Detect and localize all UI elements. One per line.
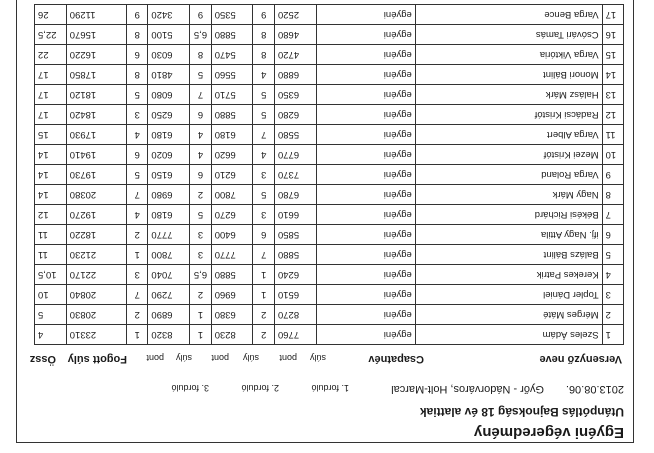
team-name: egyéni [316,265,415,285]
round-3-weight: 6180 [148,125,190,145]
round-2-point: 2 [190,285,211,305]
round-3-point: 4 [126,205,147,225]
round-1-weight: 5880 [274,245,316,265]
team-name: egyéni [316,85,415,105]
caught-weight: 18420 [66,105,126,125]
round-3-point: 3 [126,105,147,125]
round-1-label: 1. forduló [311,383,349,393]
round-1-point: 2 [253,305,274,325]
round-1-point: 4 [253,65,274,85]
results-table [34,4,624,345]
row-number: 6 [602,225,623,245]
round-1-point: 1 [253,285,274,305]
row-number: 9 [602,165,623,185]
caught-weight: 17850 [66,65,126,85]
team-name: egyéni [316,285,415,305]
table-row [35,85,624,105]
team-name: egyéni [316,205,415,225]
round-2-label: 2. forduló [241,383,279,393]
caught-weight: 21230 [66,245,126,265]
competitor-name: Monori Bálint [415,65,602,85]
total-points: 4 [35,325,67,345]
document-title: Egyéni végeredmény [473,424,624,441]
team-name: egyéni [316,145,415,165]
round-3-point: 8 [126,65,147,85]
round-1-point: 8 [253,45,274,65]
total-points: 22 [35,45,67,65]
round-2-point: 2 [190,185,211,205]
round-2-weight: 6210 [211,165,253,185]
team-name: egyéni [316,45,415,65]
competitor-name: Kerekes Patrik [415,265,602,285]
round-1-weight: 7760 [274,325,316,345]
table-row [35,285,624,305]
row-number: 7 [602,205,623,225]
competitor-name: Balázs Bálint [415,245,602,265]
caught-weight: 15670 [66,25,126,45]
table-row [35,265,624,285]
round-3-weight: 7800 [148,245,190,265]
round-1-weight: 6280 [274,105,316,125]
round-2-point: 8 [190,45,211,65]
round-2-weight: 6270 [211,205,253,225]
round-2-point: 3 [190,245,211,265]
round-2-weight: 5880 [211,25,253,45]
round-3-weight: 4810 [148,65,190,85]
round-3-weight: 6890 [148,305,190,325]
total-points: 12 [35,205,67,225]
round-3-point: 7 [126,185,147,205]
caught-weight: 18120 [66,85,126,105]
total-points: 5 [35,305,67,325]
caught-weight: 22170 [66,265,126,285]
competitor-name: Mezei Kristóf [415,145,602,165]
header-point-2: pont [211,353,229,363]
results-table-body [35,5,624,345]
round-2-weight: 5560 [211,65,253,85]
caught-weight: 19410 [66,145,126,165]
caught-weight: 19730 [66,165,126,185]
total-points: 15 [35,125,67,145]
row-number: 8 [602,185,623,205]
total-points: 10 [35,285,67,305]
header-point-1: pont [279,353,297,363]
team-name: egyéni [316,185,415,205]
round-3-point: 3 [126,265,147,285]
row-number: 11 [602,125,623,145]
competitor-name: Nagy Márk [415,185,602,205]
round-1-point: 6 [253,225,274,245]
table-row [35,305,624,325]
row-number: 5 [602,245,623,265]
round-2-point: 1 [190,325,211,345]
round-1-weight: 2520 [274,5,316,25]
header-weight-3: súly [175,353,192,363]
team-name: egyéni [316,325,415,345]
round-3-weight: 3420 [148,5,190,25]
round-3-point: 2 [126,305,147,325]
round-1-point: 4 [253,145,274,165]
round-3-weight: 7040 [148,265,190,285]
event-date: 2013.08.06. [565,383,624,395]
competitor-name: Csóvári Tamás [415,25,602,45]
competitor-name: Varga Roland [415,165,602,185]
row-number: 10 [602,145,623,165]
total-points: 14 [35,165,67,185]
round-2-point: 3 [190,225,211,245]
team-name: egyéni [316,25,415,45]
team-name: egyéni [316,125,415,145]
round-1-weight: 6240 [274,265,316,285]
round-3-weight: 6180 [148,205,190,225]
round-3-weight: 6150 [148,165,190,185]
table-row [35,105,624,125]
round-2-point: 4 [190,145,211,165]
round-2-point: 6,5 [190,25,211,45]
round-1-weight: 6770 [274,145,316,165]
caught-weight: 20380 [66,185,126,205]
total-points: 26 [35,5,67,25]
round-2-point: 5 [190,65,211,85]
round-2-point: 4 [190,125,211,145]
round-1-point: 5 [253,105,274,125]
round-1-weight: 4680 [274,25,316,45]
row-number: 12 [602,105,623,125]
round-2-point: 6 [190,105,211,125]
round-2-weight: 7770 [211,245,253,265]
team-name: egyéni [316,165,415,185]
row-number: 1 [602,325,623,345]
row-number: 14 [602,65,623,85]
round-3-weight: 6980 [148,185,190,205]
row-number: 3 [602,285,623,305]
round-1-weight: 8270 [274,305,316,325]
round-3-weight: 8320 [148,325,190,345]
total-points: 22,5 [35,25,67,45]
round-2-weight: 5350 [211,5,253,25]
total-points: 11 [35,245,67,265]
header-total: Össz [29,353,56,365]
round-2-weight: 5710 [211,85,253,105]
table-row [35,225,624,245]
round-2-weight: 6400 [211,225,253,245]
row-number: 15 [602,45,623,65]
caught-weight: 18220 [66,225,126,245]
competitor-name: Varga Albert [415,125,602,145]
round-3-point: 8 [126,25,147,45]
round-1-weight: 4720 [274,45,316,65]
team-name: egyéni [316,65,415,85]
team-name: egyéni [316,305,415,325]
round-2-weight: 5880 [211,265,253,285]
competitor-name: Varga Bence [415,5,602,25]
competitor-name: Mérges Máté [415,305,602,325]
caught-weight: 11290 [66,5,126,25]
round-3-point: 7 [126,285,147,305]
round-2-point: 6,5 [190,265,211,285]
round-2-weight: 5470 [211,45,253,65]
competitor-name: ifj. Nagy Attila [415,225,602,245]
header-name: Versenyző neve [539,353,622,365]
row-number: 4 [602,265,623,285]
round-1-weight: 7370 [274,165,316,185]
table-row [35,25,624,45]
row-number: 16 [602,25,623,45]
table-row [35,5,624,25]
table-row [35,125,624,145]
round-1-weight: 5850 [274,225,316,245]
round-2-point: 6 [190,165,211,185]
round-2-point: 9 [190,5,211,25]
total-points: 14 [35,185,67,205]
round-3-point: 5 [126,165,147,185]
round-3-point: 5 [126,85,147,105]
table-row [35,65,624,85]
round-1-point: 7 [253,125,274,145]
header-caught-weight: Fogott súly [67,353,127,365]
table-row [35,205,624,225]
round-1-weight: 6510 [274,285,316,305]
round-2-point: 5 [190,205,211,225]
header-weight-2: súly [242,353,259,363]
round-2-weight: 6380 [211,305,253,325]
table-row [35,165,624,185]
team-name: egyéni [316,225,415,245]
round-3-weight: 7770 [148,225,190,245]
total-points: 17 [35,65,67,85]
round-1-weight: 6780 [274,185,316,205]
total-points: 17 [35,85,67,105]
round-3-point: 1 [126,245,147,265]
total-points: 11 [35,225,67,245]
round-3-label: 3. forduló [171,383,209,393]
round-3-weight: 6030 [148,45,190,65]
team-name: egyéni [316,105,415,125]
header-point-3: pont [146,353,164,363]
competitor-name: Békési Richárd [415,205,602,225]
round-1-point: 3 [253,205,274,225]
round-3-point: 4 [126,125,147,145]
caught-weight: 17930 [66,125,126,145]
round-3-weight: 7290 [148,285,190,305]
total-points: 14 [35,145,67,165]
caught-weight: 20840 [66,285,126,305]
round-3-point: 9 [126,5,147,25]
round-1-point: 1 [253,265,274,285]
round-2-weight: 6620 [211,145,253,165]
team-name: egyéni [316,5,415,25]
round-1-point: 5 [253,85,274,105]
header-weight-1: súly [309,353,326,363]
team-name: egyéni [316,245,415,265]
caught-weight: 19270 [66,205,126,225]
round-1-point: 7 [253,245,274,265]
table-row [35,145,624,165]
round-1-weight: 6610 [274,205,316,225]
competitor-name: Szeles Ádám [415,325,602,345]
round-3-point: 2 [126,225,147,245]
competitor-name: Varga Viktória [415,45,602,65]
table-row [35,45,624,65]
row-number: 2 [602,305,623,325]
round-1-point: 5 [253,185,274,205]
document-subtitle: Utánpótlás Bajnokság 18 év alattiak [419,405,624,419]
total-points: 10,5 [35,265,67,285]
table-row [35,325,624,345]
round-2-point: 1 [190,305,211,325]
round-1-point: 2 [253,325,274,345]
round-1-point: 9 [253,5,274,25]
caught-weight: 16220 [66,45,126,65]
caught-weight: 20830 [66,305,126,325]
table-row [35,245,624,265]
header-team: Csapatnév [368,353,424,365]
table-row [35,185,624,205]
row-number: 17 [602,5,623,25]
competitor-name: Topler Dániel [415,285,602,305]
round-3-weight: 5100 [148,25,190,45]
round-1-point: 8 [253,25,274,45]
round-1-weight: 6350 [274,85,316,105]
round-3-point: 6 [126,145,147,165]
round-3-point: 6 [126,45,147,65]
round-3-weight: 6020 [148,145,190,165]
round-1-weight: 5580 [274,125,316,145]
round-2-point: 7 [190,85,211,105]
round-3-point: 1 [126,325,147,345]
round-2-weight: 6960 [211,285,253,305]
event-location: Győr - Nádorváros, Holt-Marcal [391,383,544,395]
round-2-weight: 8230 [211,325,253,345]
competitor-name: Radácsi Kristóf [415,105,602,125]
round-3-weight: 6250 [148,105,190,125]
round-3-weight: 6080 [148,85,190,105]
round-2-weight: 5880 [211,105,253,125]
total-points: 17 [35,105,67,125]
round-1-weight: 6880 [274,65,316,85]
round-1-point: 3 [253,165,274,185]
round-2-weight: 7800 [211,185,253,205]
competitor-name: Halász Márk [415,85,602,105]
caught-weight: 23310 [66,325,126,345]
round-2-weight: 6180 [211,125,253,145]
row-number: 13 [602,85,623,105]
